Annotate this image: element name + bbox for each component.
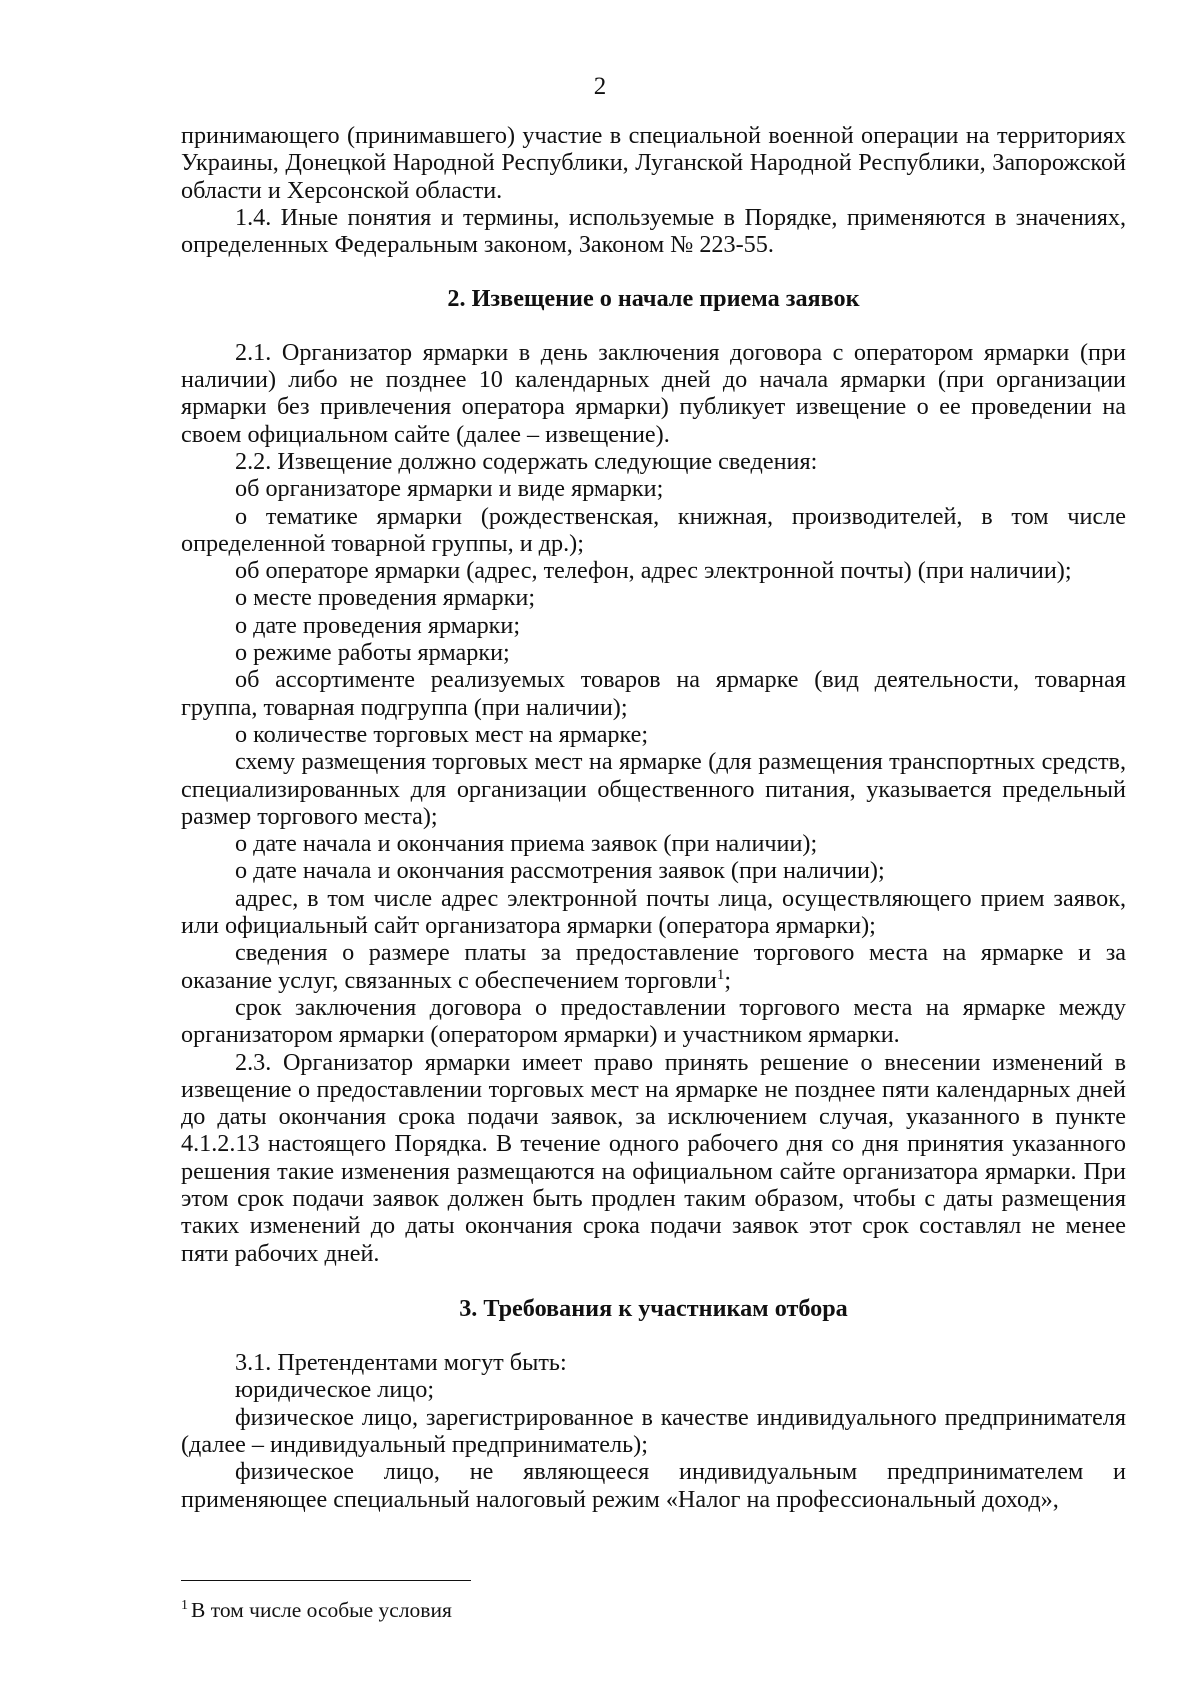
list-item: об операторе ярмарки (адрес, телефон, адрес электронной почты) (при наличии); (235, 557, 1072, 585)
paragraph-2-1: 2.1. Организатор ярмарки в день заключения договора с оператором ярмарки (при наличии) либо не позднее 10 календарных дней до начала ярмарки (при организации ярмарки без привлечения оператора ярмарки) публикует извещение о ее проведении на своем официальном сайте (далее – извещение). (181, 338, 1126, 448)
list-item: физическое лицо, не являющееся индивидуальным предпринимателем и применяющее специальный налоговый режим «Налог на профессиональный доход», (181, 1458, 1126, 1513)
fee-item-text: сведения о размере платы за предоставление торгового места на ярмарке и за оказание услуг, связанных с обеспечением торговли (181, 939, 1126, 994)
paragraph-1-4: 1.4. Иные понятия и термины, используемые в Порядке, применяются в значениях, определенных Федеральным законом, Законом № 223-55. (181, 203, 1126, 259)
list-item: о дате начала и окончания рассмотрения заявок (при наличии); (235, 857, 885, 885)
list-item: о тематике ярмарки (рождественская, книжная, производителей, в том числе определенной товарной группы, и др.); (181, 502, 1126, 557)
section-3-heading: 3. Требования к участникам отбора (459, 1294, 848, 1322)
footnote-reference: 1 (716, 966, 725, 983)
footnote-text: В том числе особые условия (191, 1598, 452, 1622)
list-item-fee (181, 939, 1126, 994)
document-body (181, 122, 1126, 1513)
paragraph-2-2: 2.2. Извещение должно содержать следующие сведения: (235, 447, 818, 475)
list-item: юридическое лицо; (235, 1376, 435, 1404)
list-item-term: срок заключения договора о предоставлении торгового места на ярмарке между организатором ярмарки (оператором ярмарки) и участником ярмарки. (181, 993, 1126, 1049)
section-2-heading: 2. Извещение о начале приема заявок (447, 285, 860, 313)
list-item: схему размещения торговых мест на ярмарке (для размещения транспортных средств, специализированных для организации общественного питания, указывается предельный размер торгового места); (181, 748, 1126, 830)
fee-item-tail: ; (724, 966, 732, 994)
list-item: об организаторе ярмарки и виде ярмарки; (235, 475, 664, 503)
page-number: 2 (593, 73, 607, 100)
footnote-mark: 1 (181, 1597, 188, 1613)
paragraph-continuation: принимающего (принимавшего) участие в специальной военной операции на территориях Украины, Донецкой Народной Республики, Луганской Народной Республики, Запорожской области и Херсонской области. (181, 122, 1126, 204)
paragraph-3-1: 3.1. Претендентами могут быть: (235, 1349, 567, 1377)
list-item: о дате проведения ярмарки; (235, 611, 521, 639)
footnote-divider (181, 1580, 471, 1581)
list-item: о дате начала и окончания приема заявок (при наличии); (235, 830, 818, 858)
list-item: о режиме работы ярмарки; (235, 639, 510, 667)
list-item: адрес, в том числе адрес электронной почты лица, осуществляющего прием заявок, или официальный сайт организатора ярмарки (оператора ярмарки); (181, 884, 1126, 940)
list-item: о количестве торговых мест на ярмарке; (235, 720, 649, 748)
footnote (181, 1597, 452, 1623)
list-item: о месте проведения ярмарки; (235, 584, 536, 612)
list-item: физическое лицо, зарегистрированное в качестве индивидуального предпринимателя (далее – индивидуальный предприниматель); (181, 1403, 1126, 1459)
paragraph-2-3: 2.3. Организатор ярмарки имеет право принять решение о внесении изменений в извещение о предоставлении торговых мест на ярмарке не позднее пяти календарных дней до даты окончания срока подачи заявок, за исключением случая, указанного в пункте 4.1.2.13 настоящего Порядка. В течение одного рабочего дня со дня принятия указанного решения такие изменения размещаются на официальном сайте организатора ярмарки. При этом срок подачи заявок должен быть продлен таким образом, чтобы с даты размещения таких изменений до даты окончания срока подачи заявок этот срок составлял не менее пяти рабочих дней. (181, 1048, 1126, 1267)
list-item: об ассортименте реализуемых товаров на ярмарке (вид деятельности, товарная группа, товарная подгруппа (при наличии); (181, 666, 1126, 721)
